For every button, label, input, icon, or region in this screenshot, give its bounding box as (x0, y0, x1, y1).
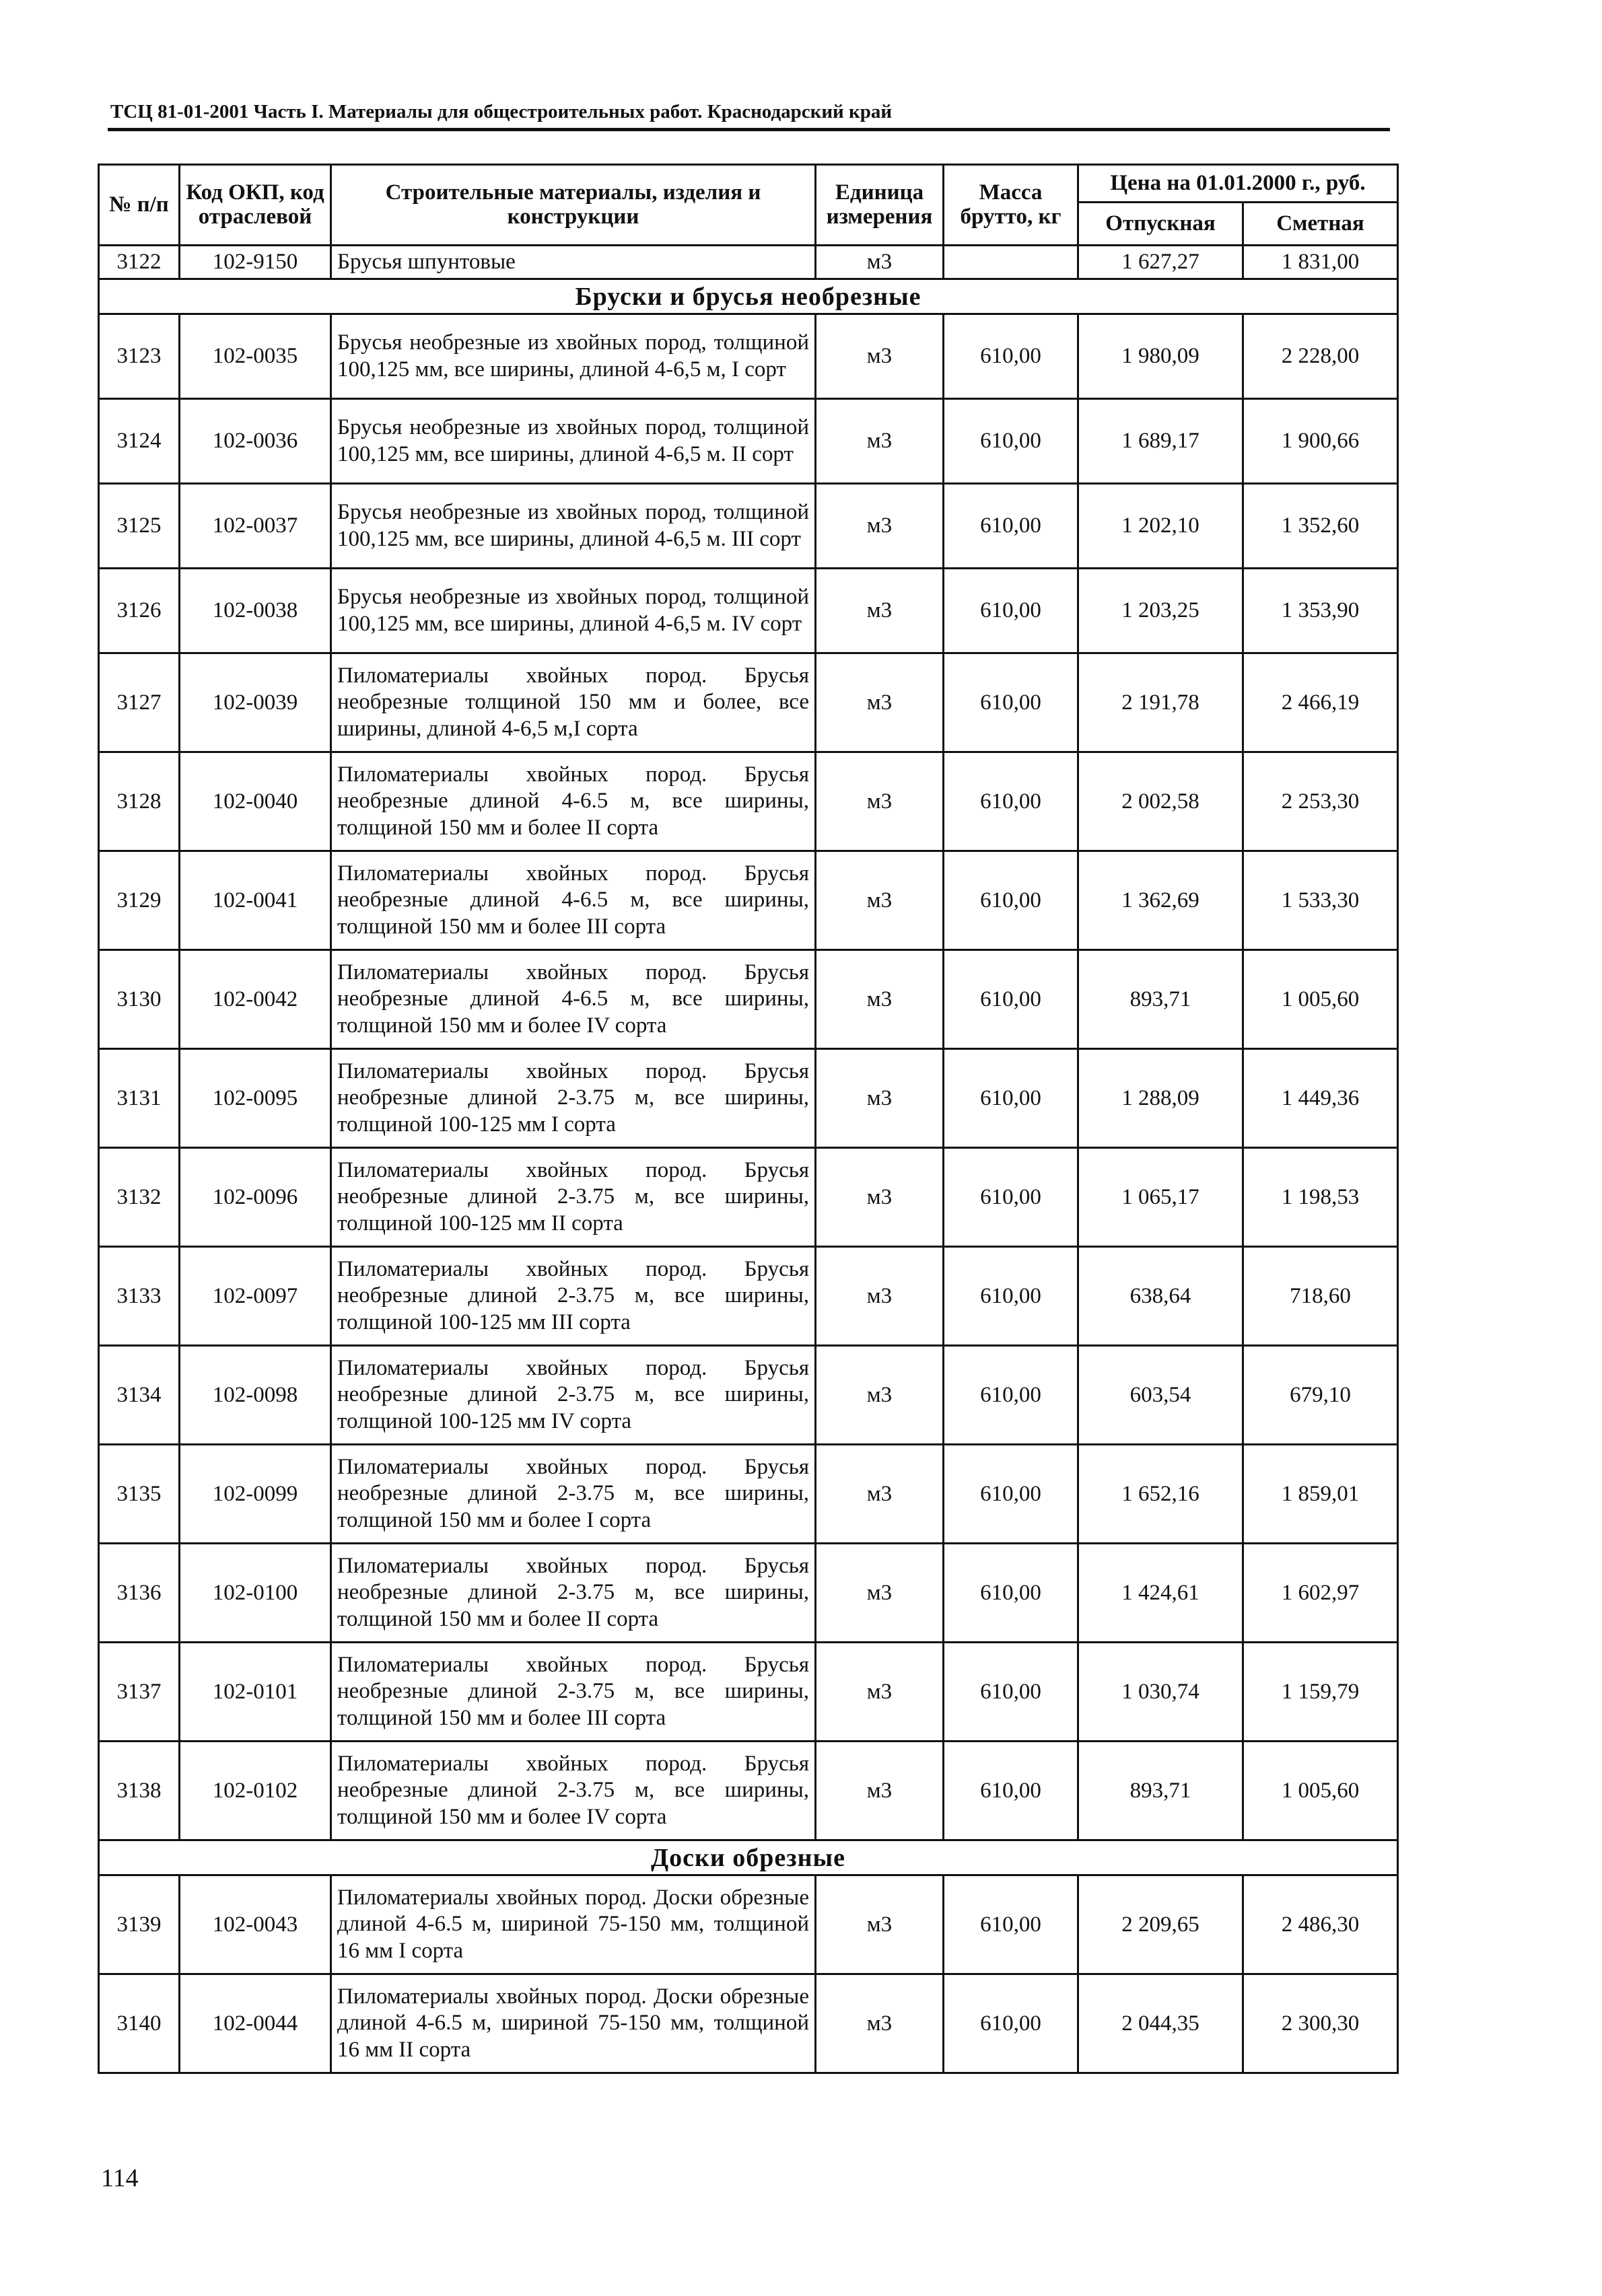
cell-price-estimate: 718,60 (1243, 1247, 1398, 1346)
table-row (99, 1148, 1398, 1247)
cell-price-release: 1 627,27 (1078, 246, 1243, 279)
cell-unit: м3 (816, 1445, 944, 1544)
table-row (99, 1742, 1398, 1840)
table-row (99, 399, 1398, 484)
cell-unit: м3 (816, 314, 944, 399)
cell-code: 102-0097 (180, 1247, 331, 1346)
cell-name: Пиломатериалы хвойных пород. Брусья необрезные длиной 2-3.75 м, все ширины, толщиной 100-125 мм IV сорта (331, 1346, 816, 1445)
cell-name: Брусья необрезные из хвойных пород, толщиной 100,125 мм, все ширины, длиной 4-6,5 м. IV сорт (331, 569, 816, 653)
cell-num: 3130 (99, 950, 180, 1049)
cell-code: 102-0039 (180, 653, 331, 752)
cell-price-release: 893,71 (1078, 950, 1243, 1049)
cell-mass: 610,00 (944, 1148, 1078, 1247)
cell-mass: 610,00 (944, 1247, 1078, 1346)
table-row (99, 1875, 1398, 1974)
cell-name: Пиломатериалы хвойных пород. Брусья необрезные длиной 4-6.5 м, все ширины, толщиной 150 мм и более II сорта (331, 752, 816, 851)
cell-price-release: 2 209,65 (1078, 1875, 1243, 1974)
cell-price-estimate: 1 831,00 (1243, 246, 1398, 279)
table-row (99, 1445, 1398, 1544)
section-row (99, 1840, 1398, 1875)
cell-price-release: 1 424,61 (1078, 1544, 1243, 1643)
cell-code: 102-0098 (180, 1346, 331, 1445)
table-row (99, 653, 1398, 752)
cell-num: 3139 (99, 1875, 180, 1974)
cell-unit: м3 (816, 1544, 944, 1643)
cell-unit: м3 (816, 950, 944, 1049)
cell-unit: м3 (816, 752, 944, 851)
cell-price-estimate: 1 198,53 (1243, 1148, 1398, 1247)
cell-price-estimate: 1 005,60 (1243, 950, 1398, 1049)
table-row (99, 569, 1398, 653)
table-row (99, 1247, 1398, 1346)
cell-price-release: 1 065,17 (1078, 1148, 1243, 1247)
cell-mass: 610,00 (944, 950, 1078, 1049)
cell-price-release: 2 002,58 (1078, 752, 1243, 851)
cell-name: Брусья необрезные из хвойных пород, толщиной 100,125 мм, все ширины, длиной 4-6,5 м. II сорт (331, 399, 816, 484)
cell-price-release: 638,64 (1078, 1247, 1243, 1346)
cell-code: 102-9150 (180, 246, 331, 279)
table-row (99, 1049, 1398, 1148)
cell-price-estimate: 2 228,00 (1243, 314, 1398, 399)
col-header-num: № п/п (99, 165, 180, 246)
page-number: 114 (101, 2164, 139, 2192)
cell-name: Брусья шпунтовые (331, 246, 816, 279)
cell-unit: м3 (816, 653, 944, 752)
document-header-title: ТСЦ 81-01-2001 Часть I. Материалы для общестроительных работ. Краснодарский край (110, 101, 893, 122)
cell-unit: м3 (816, 246, 944, 279)
section-row (99, 279, 1398, 314)
cell-unit: м3 (816, 1974, 944, 2073)
cell-mass: 610,00 (944, 314, 1078, 399)
cell-num: 3138 (99, 1742, 180, 1840)
cell-price-estimate: 2 253,30 (1243, 752, 1398, 851)
cell-num: 3129 (99, 851, 180, 950)
col-header-mass: Масса брутто, кг (944, 165, 1078, 246)
cell-unit: м3 (816, 1049, 944, 1148)
cell-name: Пиломатериалы хвойных пород. Брусья необрезные длиной 2-3.75 м, все ширины, толщиной 100-125 мм III сорта (331, 1247, 816, 1346)
cell-price-release: 1 288,09 (1078, 1049, 1243, 1148)
cell-price-release: 893,71 (1078, 1742, 1243, 1840)
header-rule (108, 128, 1390, 131)
table-row (99, 314, 1398, 399)
cell-num: 3131 (99, 1049, 180, 1148)
table-body (99, 246, 1398, 2073)
cell-name: Пиломатериалы хвойных пород. Доски обрезные длиной 4-6.5 м, шириной 75-150 мм, толщиной 16 мм II сорта (331, 1974, 816, 2073)
cell-name: Пиломатериалы хвойных пород. Брусья необрезные длиной 4-6.5 м, все ширины, толщиной 150 мм и более III сорта (331, 851, 816, 950)
cell-num: 3123 (99, 314, 180, 399)
col-header-unit: Единица измерения (816, 165, 944, 246)
cell-num: 3126 (99, 569, 180, 653)
cell-num: 3136 (99, 1544, 180, 1643)
cell-price-release: 1 203,25 (1078, 569, 1243, 653)
cell-price-estimate: 2 466,19 (1243, 653, 1398, 752)
cell-price-estimate: 1 859,01 (1243, 1445, 1398, 1544)
cell-price-estimate: 2 486,30 (1243, 1875, 1398, 1974)
cell-code: 102-0040 (180, 752, 331, 851)
cell-mass: 610,00 (944, 569, 1078, 653)
cell-num: 3125 (99, 484, 180, 569)
cell-price-release: 2 044,35 (1078, 1974, 1243, 2073)
cell-name: Пиломатериалы хвойных пород. Брусья необрезные длиной 2-3.75 м, все ширины, толщиной 100-125 мм I сорта (331, 1049, 816, 1148)
cell-code: 102-0044 (180, 1974, 331, 2073)
cell-mass: 610,00 (944, 484, 1078, 569)
cell-num: 3122 (99, 246, 180, 279)
cell-num: 3135 (99, 1445, 180, 1544)
cell-unit: м3 (816, 399, 944, 484)
cell-price-estimate: 1 602,97 (1243, 1544, 1398, 1643)
cell-price-estimate: 1 353,90 (1243, 569, 1398, 653)
cell-unit: м3 (816, 1247, 944, 1346)
cell-price-estimate: 1 352,60 (1243, 484, 1398, 569)
table-row (99, 1643, 1398, 1742)
cell-num: 3140 (99, 1974, 180, 2073)
cell-name: Пиломатериалы хвойных пород. Брусья необрезные длиной 2-3.75 м, все ширины, толщиной 150 мм и более I сорта (331, 1445, 816, 1544)
cell-price-release: 1 689,17 (1078, 399, 1243, 484)
cell-unit: м3 (816, 1875, 944, 1974)
table-row (99, 752, 1398, 851)
col-header-name: Строительные материалы, изделия и конструкции (331, 165, 816, 246)
cell-name: Пиломатериалы хвойных пород. Брусья необрезные длиной 2-3.75 м, все ширины, толщиной 100-125 мм II сорта (331, 1148, 816, 1247)
cell-mass: 610,00 (944, 1544, 1078, 1643)
table-row (99, 851, 1398, 950)
cell-num: 3128 (99, 752, 180, 851)
section-title-2: Доски обрезные (99, 1840, 1398, 1875)
cell-price-estimate: 1 005,60 (1243, 1742, 1398, 1840)
cell-mass: 610,00 (944, 1974, 1078, 2073)
cell-mass: 610,00 (944, 1742, 1078, 1840)
cell-code: 102-0038 (180, 569, 331, 653)
cell-mass: 610,00 (944, 1875, 1078, 1974)
cell-code: 102-0096 (180, 1148, 331, 1247)
cell-mass: 610,00 (944, 1643, 1078, 1742)
cell-code: 102-0102 (180, 1742, 331, 1840)
col-header-price-release: Отпускная (1078, 203, 1243, 246)
cell-unit: м3 (816, 1346, 944, 1445)
cell-price-estimate: 1 533,30 (1243, 851, 1398, 950)
table-header (99, 165, 1398, 246)
cell-price-release: 603,54 (1078, 1346, 1243, 1445)
table-row (99, 1346, 1398, 1445)
cell-name: Брусья необрезные из хвойных пород, толщиной 100,125 мм, все ширины, длиной 4-6,5 м, I сорт (331, 314, 816, 399)
table-row (99, 484, 1398, 569)
cell-price-estimate: 1 900,66 (1243, 399, 1398, 484)
cell-name: Пиломатериалы хвойных пород. Брусья необрезные длиной 2-3.75 м, все ширины, толщиной 150 мм и более II сорта (331, 1544, 816, 1643)
cell-mass: 610,00 (944, 653, 1078, 752)
table-row (99, 1974, 1398, 2073)
table-row (99, 246, 1398, 279)
cell-code: 102-0100 (180, 1544, 331, 1643)
cell-code: 102-0101 (180, 1643, 331, 1742)
cell-code: 102-0043 (180, 1875, 331, 1974)
cell-mass: 610,00 (944, 1049, 1078, 1148)
cell-num: 3137 (99, 1643, 180, 1742)
col-header-price-group: Цена на 01.01.2000 г., руб. (1078, 165, 1398, 203)
cell-name: Пиломатериалы хвойных пород. Брусья необрезные длиной 2-3.75 м, все ширины, толщиной 150 мм и более III сорта (331, 1643, 816, 1742)
cell-unit: м3 (816, 1742, 944, 1840)
cell-mass: 610,00 (944, 1445, 1078, 1544)
cell-mass: 610,00 (944, 1346, 1078, 1445)
cell-num: 3132 (99, 1148, 180, 1247)
cell-code: 102-0036 (180, 399, 331, 484)
cell-code: 102-0042 (180, 950, 331, 1049)
cell-code: 102-0037 (180, 484, 331, 569)
cell-price-release: 1 980,09 (1078, 314, 1243, 399)
cell-name: Пиломатериалы хвойных пород. Доски обрезные длиной 4-6.5 м, шириной 75-150 мм, толщиной 16 мм I сорта (331, 1875, 816, 1974)
cell-num: 3124 (99, 399, 180, 484)
cell-mass: 610,00 (944, 752, 1078, 851)
cell-code: 102-0099 (180, 1445, 331, 1544)
cell-unit: м3 (816, 569, 944, 653)
cell-mass: 610,00 (944, 851, 1078, 950)
cell-price-release: 2 191,78 (1078, 653, 1243, 752)
cell-num: 3127 (99, 653, 180, 752)
table-row (99, 1544, 1398, 1643)
col-header-code: Код ОКП, код отраслевой (180, 165, 331, 246)
cell-mass: 610,00 (944, 399, 1078, 484)
cell-name: Пиломатериалы хвойных пород. Брусья необрезные толщиной 150 мм и более, все ширины, длиной 4-6,5 м,I сорта (331, 653, 816, 752)
col-header-price-estimate: Сметная (1243, 203, 1398, 246)
price-table (98, 164, 1399, 2074)
cell-name: Пиломатериалы хвойных пород. Брусья необрезные длиной 4-6.5 м, все ширины, толщиной 150 мм и более IV сорта (331, 950, 816, 1049)
cell-price-release: 1 362,69 (1078, 851, 1243, 950)
cell-name: Пиломатериалы хвойных пород. Брусья необрезные длиной 2-3.75 м, все ширины, толщиной 150 мм и более IV сорта (331, 1742, 816, 1840)
table-row (99, 950, 1398, 1049)
section-title-1: Бруски и брусья необрезные (99, 279, 1398, 314)
cell-unit: м3 (816, 1643, 944, 1742)
cell-price-release: 1 030,74 (1078, 1643, 1243, 1742)
cell-code: 102-0035 (180, 314, 331, 399)
cell-price-release: 1 202,10 (1078, 484, 1243, 569)
cell-unit: м3 (816, 484, 944, 569)
cell-num: 3134 (99, 1346, 180, 1445)
cell-name: Брусья необрезные из хвойных пород, толщиной 100,125 мм, все ширины, длиной 4-6,5 м. III сорт (331, 484, 816, 569)
cell-mass (944, 246, 1078, 279)
cell-unit: м3 (816, 851, 944, 950)
cell-price-estimate: 2 300,30 (1243, 1974, 1398, 2073)
cell-price-estimate: 1 449,36 (1243, 1049, 1398, 1148)
cell-code: 102-0041 (180, 851, 331, 950)
cell-num: 3133 (99, 1247, 180, 1346)
cell-price-estimate: 1 159,79 (1243, 1643, 1398, 1742)
cell-price-estimate: 679,10 (1243, 1346, 1398, 1445)
cell-code: 102-0095 (180, 1049, 331, 1148)
cell-unit: м3 (816, 1148, 944, 1247)
cell-price-release: 1 652,16 (1078, 1445, 1243, 1544)
